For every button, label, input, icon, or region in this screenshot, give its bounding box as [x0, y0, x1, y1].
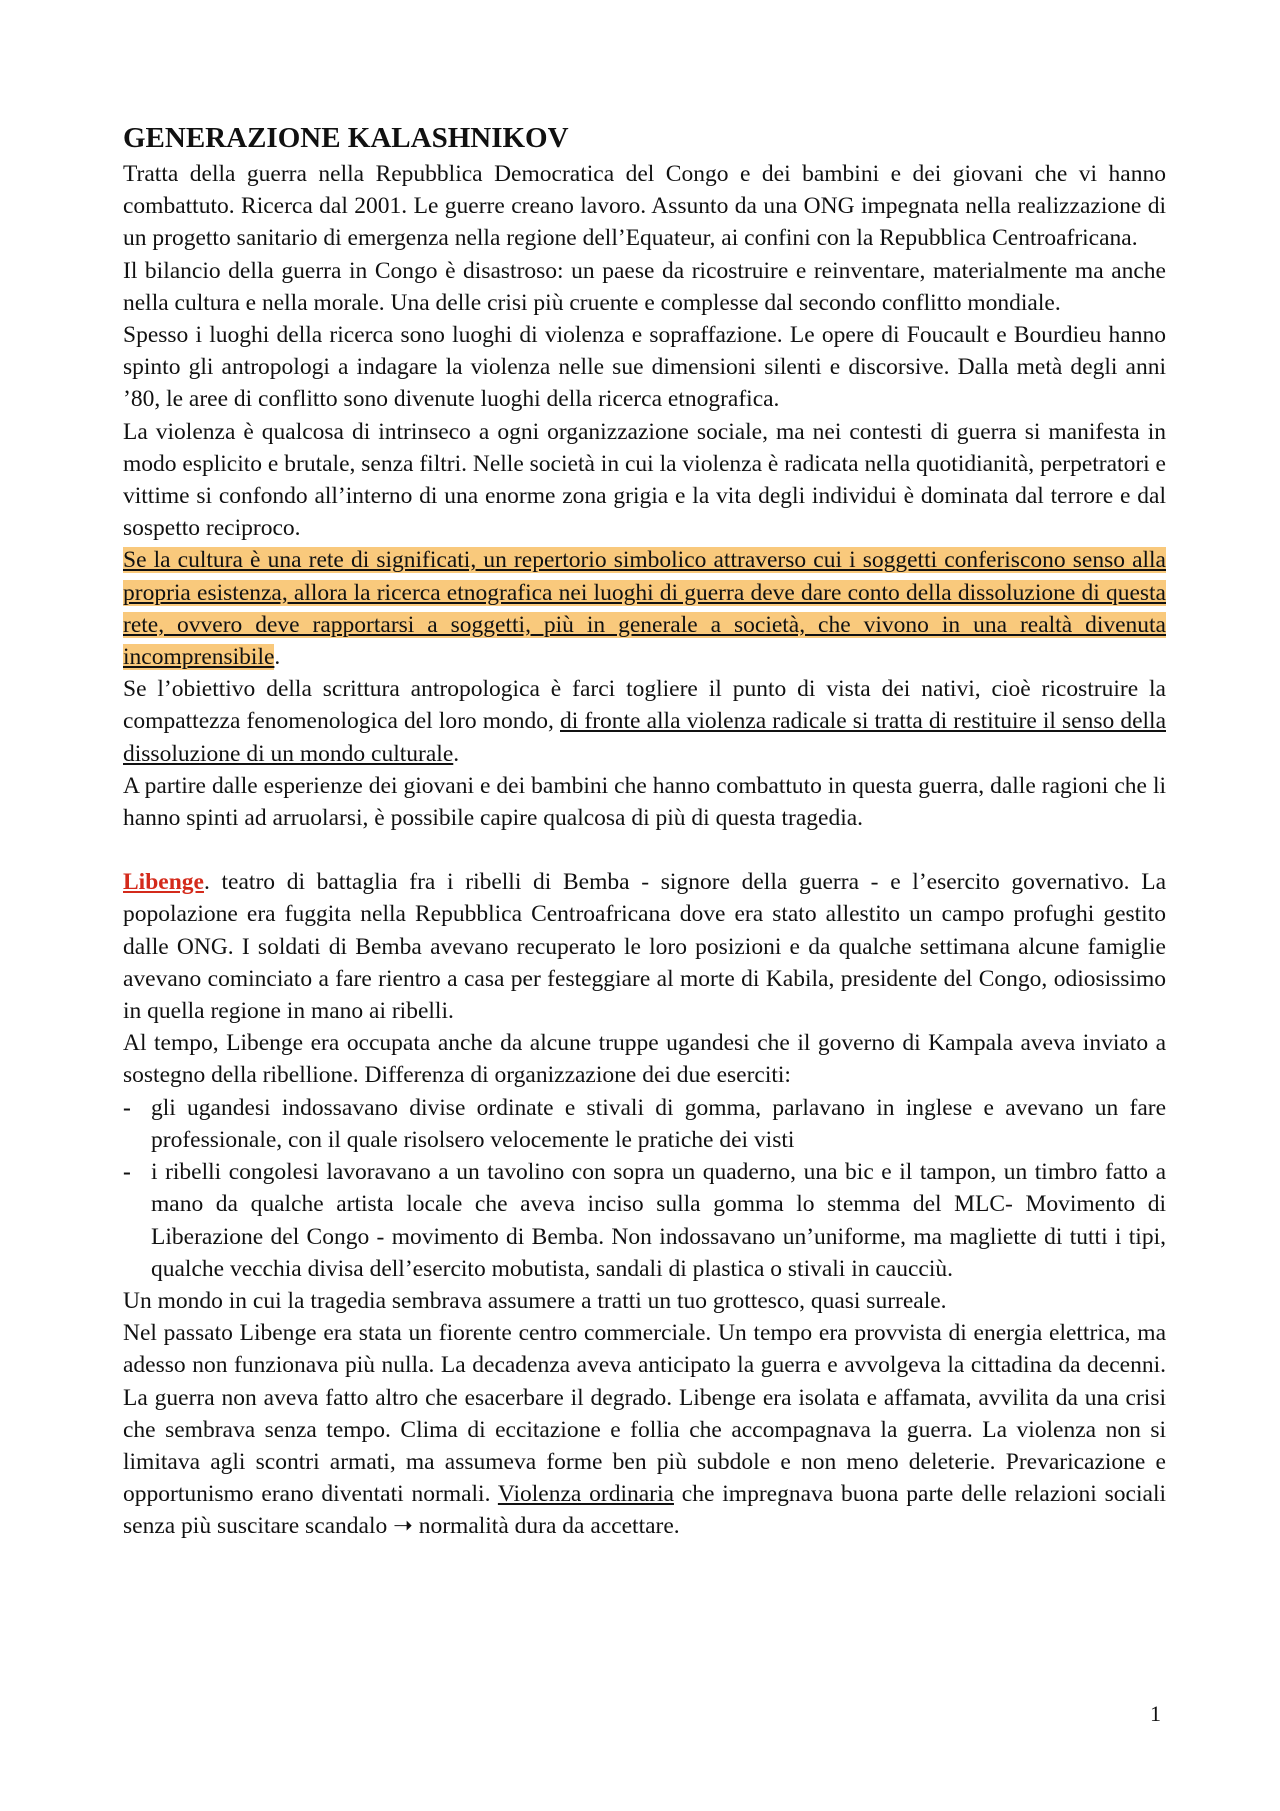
army-comparison-list [123, 1092, 1166, 1285]
document-title: GENERAZIONE KALASHNIKOV [123, 122, 569, 154]
libenge-paragraph-2: Al tempo, Libenge era occupata anche da alcune truppe ugandesi che il governo di Kampala aveva inviato a sostegno della ribellione. Differenza di organizzazione dei due eserciti: [123, 1030, 1166, 1089]
dash-bullet: - [123, 1159, 131, 1186]
intro-paragraph-3: Spesso i luoghi della ricerca sono luoghi di violenza e sopraffazione. Le opere di Foucault e Bourdieu hanno spinto gli antropologi a indagare la violenza nelle sue dimensioni silenti e discorsive. Dalla metà degli anni ’80, le aree di conflitto sono divenute luoghi della ricerca etnografica. [123, 322, 1166, 413]
intro-paragraph-6 [123, 673, 1166, 770]
dash-bullet: - [123, 1094, 131, 1121]
libenge-paragraph-1 [123, 866, 1166, 1027]
libenge-paragraph-4 [123, 1317, 1166, 1542]
highlighted-text: Se la cultura è una rete di significati, un repertorio simbolico attraverso cui i soggetti conferiscono senso alla propria esistenza, allora la ricerca etnografica nei luoghi di guerra deve dare conto della dissoluzione di questa rete, ovvero deve rapportarsi a soggetti, più in generale a società, che vivono in una realtà divenuta incomprensibile [123, 547, 1166, 671]
list-item [123, 1156, 1166, 1285]
underlined-term: Violenza ordinaria [497, 1481, 674, 1508]
document-page [123, 120, 1166, 1543]
libenge-paragraph-3: Un mondo in cui la tragedia sembrava assumere a tratti un tuo grottesco, quasi surreale. [123, 1287, 947, 1314]
list-item [123, 1092, 1166, 1156]
intro-paragraph-1: Tratta della guerra nella Repubblica Democratica del Congo e dei bambini e dei giovani che vi hanno combattuto. Ricerca dal 2001. Le guerre creano lavoro. Assunto da una ONG impegnata nella realizzazione di un progetto sanitario di emergenza nella regione dell’Equateur, ai confini con la Repubblica Centroafricana. [123, 161, 1166, 252]
intro-paragraph-4: La violenza è qualcosa di intrinseco a ogni organizzazione sociale, ma nei contesti di guerra si manifesta in modo esplicito e brutale, senza filtri. Nelle società in cui la violenza è radicata nella quotidianità, perpetratori e vittime si confondo all’interno di una enorme zona grigia e la vita degli individui è dominata dal terrore e dal sospetto reciproco. [123, 418, 1166, 542]
paragraph-6-start: Se l’obiettivo della scrittura antropologica è farci togliere il punto di vista dei nativi, cioè ricostruire la compattezza fenomenologica del loro mondo, [123, 676, 1166, 735]
list-item-text: gli ugandesi indossavano divise ordinate e stivali di gomma, parlavano in inglese e avevano un fare professionale, con il quale risolsero velocemente le pratiche dei visti [151, 1094, 1166, 1153]
intro-paragraph-5 [123, 544, 1166, 673]
libenge-heading: Libenge [123, 869, 204, 896]
section-gap [123, 834, 1166, 866]
paragraph-6-end: . [453, 740, 460, 767]
paragraph-4-start: Nel passato Libenge era stata un fiorente centro commerciale. Un tempo era provvista di energia elettrica, ma adesso non funzionava più nulla. La decadenza aveva anticipato la guerra e avvolgeva la cittadina da decenni. La guerra non aveva fatto altro che esacerbare il degrado. Libenge era isolata e affamata, avvilita da una crisi che sembrava senza tempo. Clima di eccitazione e follia che accompagnava la guerra. La violenza non si limitava agli scontri armati, ma assumeva forme ben più subdole e non meno deleterie. Prevaricazione e opportunismo erano diventati normali. [123, 1320, 1166, 1508]
underlined-text: di fronte alla violenza radicale si tratta di restituire il senso della dissoluzione di un mondo culturale [123, 708, 1166, 767]
page-number: 1 [1150, 1701, 1161, 1726]
intro-paragraph-7: A partire dalle esperienze dei giovani e dei bambini che hanno combattuto in questa guerra, dalle ragioni che li hanno spinti ad arruolarsi, è possibile capire qualcosa di più di questa tragedia. [123, 772, 1166, 832]
paragraph-4-end: che impregnava buona parte delle relazioni sociali senza più suscitare scandalo ➝ normalità dura da accettare. [123, 1481, 1167, 1540]
paragraph-5-end: . [274, 644, 281, 671]
libenge-paragraph-1-text: . teatro di battaglia fra i ribelli di Bemba - signore della guerra - e l’esercito governativo. La popolazione era fuggita nella Repubblica Centroafricana dove era stato allestito un campo profughi gestito dalle ONG. I soldati di Bemba avevano recuperato le loro posizioni e da qualche settimana alcune famiglie avevano cominciato a fare rientro a casa per festeggiare al morte di Kabila, presidente del Congo, odiosissimo in quella regione in mano ai ribelli. [123, 869, 1166, 1025]
list-item-text: i ribelli congolesi lavoravano a un tavolino con sopra un quaderno, una bic e il tampon, un timbro fatto a mano da qualche artista locale che aveva inciso sulla gomma lo stemma del MLC- Movimento di Liberazione del Congo - movimento di Bemba. Non indossavano un’uniforme, ma magliette di tutti i tipi, qualche vecchia divisa dell’esercito mobutista, sandali di plastica o stivali in caucciù. [151, 1159, 1166, 1282]
intro-paragraph-2: Il bilancio della guerra in Congo è disastroso: un paese da ricostruire e reinventare, materialmente ma anche nella cultura e nella morale. Una delle crisi più cruente e complesse dal secondo conflitto mondiale. [123, 257, 1166, 316]
